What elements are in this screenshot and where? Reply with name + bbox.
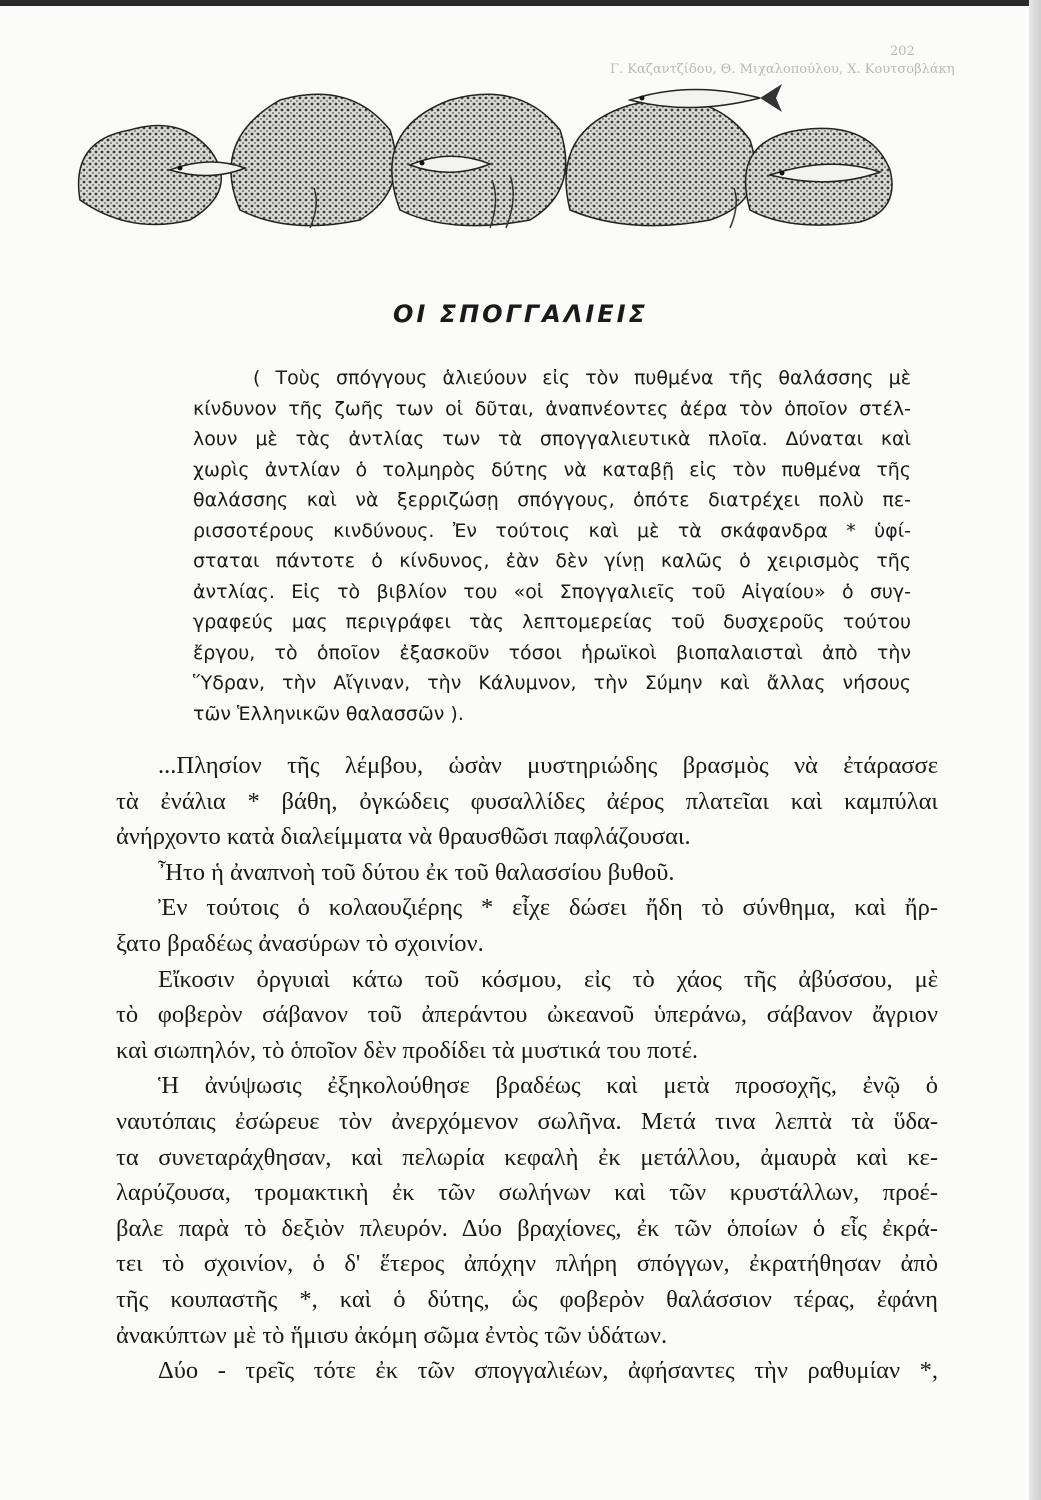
body-line: ξατο βραδέως ἀνασύρων τὸ σχοινίον. (116, 929, 484, 957)
body-line: ...Πλησίον τῆς λέμβου, ὡσὰν μυστηριώδης βρασμὸς νὰ ἐτάρασσε (158, 752, 938, 779)
intro-line: θαλάσσης καὶ νὰ ξερριζώσῃ σπόγγους, ὁπότε διατρέχει πολὺ πε- (193, 489, 911, 511)
intro-line: ( Τοὺς σπόγγους ἁλιεύουν εἰς τὸν πυθμένα τῆς θαλάσσης μὲ (253, 367, 911, 389)
bleed-page-number: 202 (890, 44, 915, 59)
sponge-icon (566, 100, 755, 226)
intro-line: σταται πάντοτε ὁ κίνδυνος, ἐὰν δὲν γίνῃ καλῶς ὁ χειρισμὸς τῆς (193, 550, 911, 572)
intro-line: ἀντλίας. Εἰς τὸ βιβλίον του «οἱ Σπογγαλιεῖς τοῦ Αἰγαίου» ὁ συγ- (193, 580, 911, 603)
body-line: ἀνακύπτων μὲ τὸ ἥμισυ ἀκόμη σῶμα ἐντὸς τῶν ὑδάτων. (116, 1321, 668, 1349)
sea-life-illustration (70, 60, 900, 230)
intro-line: ρισσοτέρους κινδύνους. Ἐν τούτοις καὶ μὲ τὰ σκάφανδρα * ὑφί- (193, 519, 911, 542)
body-line: τῆς κουπαστῆς *, καὶ ὁ δύτης, ὡς φοβερὸν θαλάσσιον τέρας, ἐφάνη (116, 1285, 938, 1313)
intro-line: Ὕδραν, τὴν Αἴγιναν, τὴν Κάλυμνον, τὴν Σύμην καὶ ἄλλας νήσους (193, 672, 911, 694)
body-line: Ἦτο ἡ ἀναπνοὴ τοῦ δύτου ἐκ τοῦ θαλασσίου βυθοῦ. (158, 858, 675, 886)
body-line: Ἡ ἀνύψωσις ἐξηκολούθησε βραδέως καὶ μετὰ προσοχῆς, ἐνῷ ὁ (158, 1072, 938, 1100)
intro-paragraph (193, 363, 911, 729)
body-line: βαλε παρὰ τὸ δεξιὸν πλευρόν. Δύο βραχίονες, ἐκ τῶν ὁποίων ὁ εἷς ἐκρά- (116, 1214, 938, 1242)
chapter-title: ΟΙ ΣΠΟΓΓΑΛΙΕΙΣ (393, 300, 648, 328)
page-top-edge (0, 0, 1041, 6)
intro-line: τῶν Ἑλληνικῶν θαλασσῶν ). (193, 702, 464, 725)
body-line: ναυτόπαις ἐσώρευε τὸν ἀνερχόμενον σωλῆνα. Μετά τινα λεπτὰ τὰ ὕδα- (116, 1107, 938, 1135)
body-line: ἀνήρχοντο κατὰ διαλείμματα νὰ θραυσθῶσι παφλάζουσαι. (116, 823, 691, 851)
body-line: Εἴκοσιν ὀργυιαὶ κάτω τοῦ κόσμου, εἰς τὸ χάος τῆς ἀβύσσου, μὲ (158, 965, 938, 993)
body-line: τὸ φοβερὸν σάβανον τοῦ ἀπεράντου ὠκεανοῦ ὑπεράνω, σάβανον ἄγριον (116, 1001, 938, 1029)
page-binding-edge (1029, 0, 1041, 1500)
body-line: τει τὸ σχοινίον, ὁ δ' ἕτερος ἀπόχην πλήρη σπόγγων, ἐκρατήθησαν ἀπὸ (116, 1250, 938, 1278)
body-line: καὶ σιωπηλόν, τὸ ὁποῖον δὲν προδίδει τὰ μυστικά του ποτέ. (116, 1036, 698, 1064)
intro-line: γραφεύς μας περιγράφει τὰς λεπτομερείας τοῦ δυσχεροῦς τούτου (193, 611, 911, 633)
bleed-running-head: Γ. Καζαντζίδου, Θ. Μιχαλοπούλου, Χ. Κουτσοβλάκη (610, 62, 955, 77)
body-line: τα συνεταράχθησαν, καὶ πελωρία κεφαλὴ ἐκ μετάλλου, ἀμαυρὰ καὶ κε- (116, 1143, 938, 1171)
intro-line: ἔργου, τὸ ὁποῖον ἐξασκοῦν τόσοι ἡρωϊκοὶ βιοπαλαισταὶ ἀπὸ τὴν (193, 641, 911, 664)
body-line: τὰ ἐνάλια * βάθη, ὀγκώδεις φυσαλλίδες ἀέρος πλατεῖαι καὶ καμπύλαι (116, 787, 938, 815)
body-line: λαρύζουσα, τρομακτικὴ ἐκ τῶν σωλήνων καὶ τῶν κρυστάλλων, προέ- (116, 1179, 938, 1207)
sponge-icon (231, 94, 396, 225)
body-line: Δύο - τρεῖς τότε ἐκ τῶν σπογγαλιέων, ἀφήσαντες τὴν ραθυμίαν *, (158, 1357, 938, 1385)
intro-line: λουν μὲ τὰς ἀντλίας των τὰ σπογγαλιευτικὰ πλοῖα. Δύναται καὶ (193, 428, 911, 450)
body-text (116, 748, 938, 1389)
body-line: Ἐν τούτοις ὁ κολαουζιέρης * εἶχε δώσει ἤδη τὸ σύνθημα, καὶ ἤρ- (158, 894, 938, 922)
intro-line: κίνδυνον τῆς ζωῆς των οἱ δῦται, ἀναπνέοντες ἀέρα τὸν ὁποῖον στέλ- (193, 397, 911, 420)
intro-line: χωρὶς ἀντλίαν ὁ τολμηρὸς δύτης νὰ καταβῇ εἰς τὸν πυθμένα τῆς (193, 458, 911, 481)
